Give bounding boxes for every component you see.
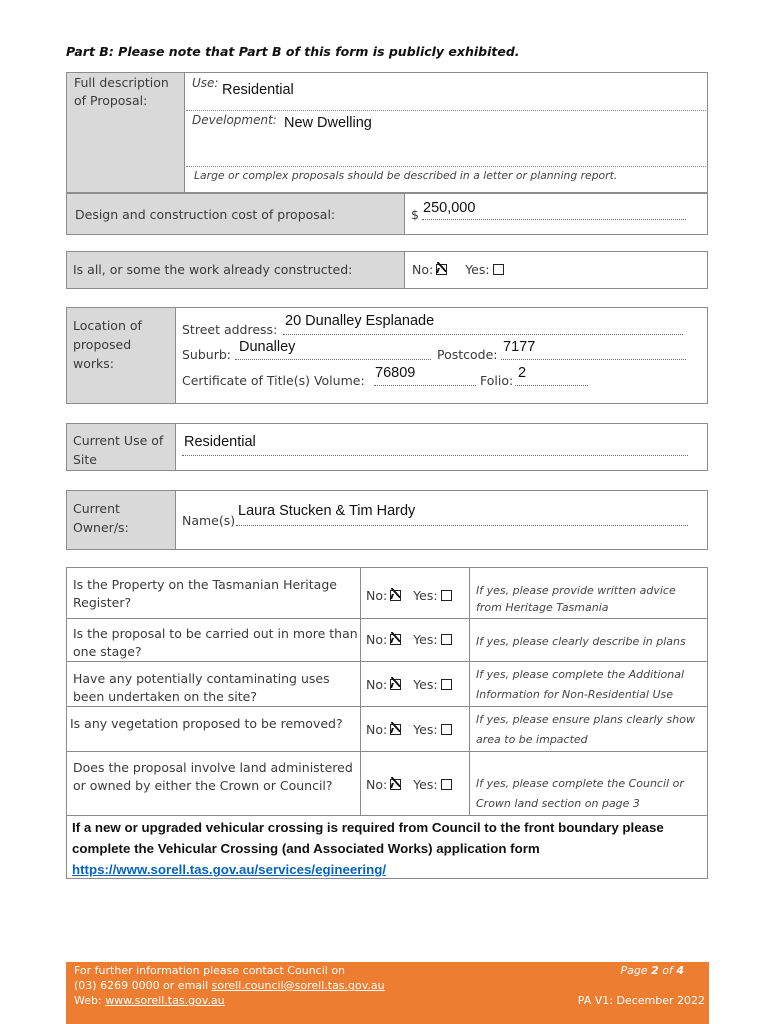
postcode-label: Postcode: xyxy=(437,347,498,362)
footer-version: PA V1: December 2022 xyxy=(577,994,705,1007)
vegetation-yes-checkbox[interactable] xyxy=(441,724,452,735)
footer-contact: For further information please contact Council on xyxy=(74,964,346,977)
footer-email-link[interactable]: sorell.council@sorell.tas.gov.au xyxy=(211,979,385,992)
owners-name-label: Name(s) xyxy=(182,513,236,528)
heritage-no-checkbox[interactable] xyxy=(390,590,401,601)
cost-currency: $ xyxy=(411,207,419,222)
footer-web-link[interactable]: www.sorell.tas.gov.au xyxy=(105,994,225,1007)
volume-value[interactable]: 76809 xyxy=(375,365,416,381)
development-label: Development: xyxy=(192,113,277,127)
crown-land-note: If yes, please complete the Council or Crown land section on page 3 xyxy=(476,777,684,810)
footer-page-number: Page 2 of 4 xyxy=(620,964,684,977)
heritage-note: If yes, please provide written advice from Heritage Tasmania xyxy=(476,584,676,614)
question-vegetation: Is any vegetation proposed to be removed? xyxy=(70,716,343,731)
contamination-yes-checkbox[interactable] xyxy=(441,679,452,690)
cost-value[interactable]: 250,000 xyxy=(423,200,476,216)
volume-label: Certificate of Title(s) Volume: xyxy=(182,373,365,388)
question-heritage: Is the Property on the Tasmanian Heritage Register? xyxy=(73,577,337,610)
street-value[interactable]: 20 Dunalley Esplanade xyxy=(285,313,435,329)
part-b-header: Part B: Please note that Part B of this form is publicly exhibited. xyxy=(66,44,520,59)
constructed-yes-checkbox[interactable] xyxy=(493,264,504,275)
contamination-no-checkbox[interactable] xyxy=(390,679,401,690)
constructed-no-label: No: xyxy=(412,262,434,277)
heritage-yes-checkbox[interactable] xyxy=(441,590,452,601)
development-value[interactable]: New Dwelling xyxy=(284,115,372,131)
vehicular-crossing-link[interactable]: https://www.sorell.tas.gov.au/services/egineering/ xyxy=(72,862,387,877)
location-label: Location of proposed works: xyxy=(73,318,142,371)
postcode-value[interactable]: 7177 xyxy=(503,339,536,355)
current-use-label: Current Use of Site xyxy=(73,433,164,467)
suburb-value[interactable]: Dunalley xyxy=(239,339,296,355)
owners-value[interactable]: Laura Stucken & Tim Hardy xyxy=(238,503,416,519)
street-label: Street address: xyxy=(182,322,278,337)
stages-no-checkbox[interactable] xyxy=(390,634,401,645)
constructed-label: Is all, or some the work already constructed: xyxy=(73,262,353,277)
proposal-label: Full description of Proposal: xyxy=(74,75,169,108)
vehicular-crossing-text: If a new or upgraded vehicular crossing is required from Council to the front boundary please complete the Vehicular Crossing (and Associated Works) application form xyxy=(72,820,664,856)
question-contamination: Have any potentially contaminating uses been undertaken on the site? xyxy=(73,671,330,704)
contamination-note: If yes, please complete the Additional Information for Non-Residential Use xyxy=(476,668,684,701)
footer: For further information please contact Council on (03) 6269 0000 or email sorell.council@sorell.tas.gov.au Web: www.sorell.tas.gov.au Page 2 of 4 PA V1: December 2022 xyxy=(66,962,709,1024)
folio-label: Folio: xyxy=(480,373,514,388)
current-use-value[interactable]: Residential xyxy=(184,434,256,450)
crown-land-yes-checkbox[interactable] xyxy=(441,779,452,790)
vegetation-no-checkbox[interactable] xyxy=(390,724,401,735)
suburb-label: Suburb: xyxy=(182,347,231,362)
owners-label: Current Owner/s: xyxy=(73,501,129,535)
cost-label: Design and construction cost of proposal: xyxy=(75,207,336,222)
use-label: Use: xyxy=(192,76,219,90)
proposal-note: Large or complex proposals should be described in a letter or planning report. xyxy=(194,169,618,182)
question-stages: Is the proposal to be carried out in more than one stage? xyxy=(73,626,358,659)
constructed-no-checkbox[interactable] xyxy=(436,264,447,275)
question-crown-land: Does the proposal involve land administered or owned by either the Crown or Council? xyxy=(73,760,353,793)
constructed-yes-label: Yes: xyxy=(465,262,490,277)
vegetation-note: If yes, please ensure plans clearly show area to be impacted xyxy=(476,713,695,746)
stages-note: If yes, please clearly describe in plans xyxy=(476,635,686,648)
crown-land-no-checkbox[interactable] xyxy=(390,779,401,790)
folio-value[interactable]: 2 xyxy=(518,365,527,381)
stages-yes-checkbox[interactable] xyxy=(441,634,452,645)
use-value[interactable]: Residential xyxy=(222,82,294,98)
